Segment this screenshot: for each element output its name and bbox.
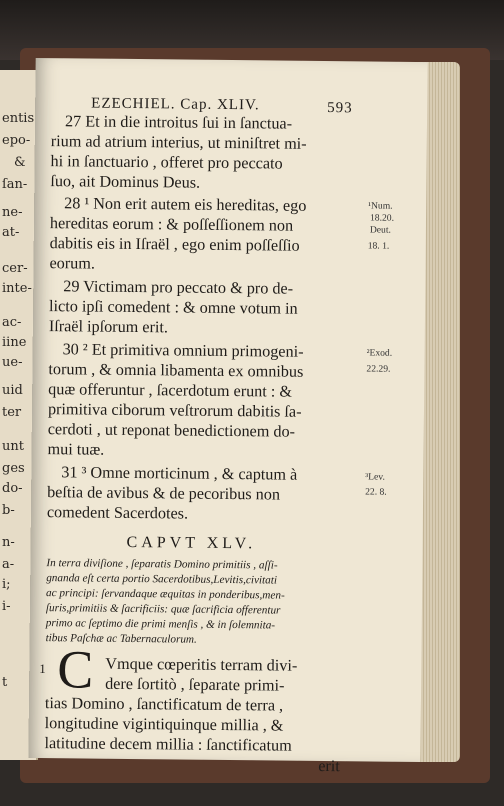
text-line: latitudine decem millia : ſanctificatum xyxy=(44,734,292,755)
margin-reference: 18.20. xyxy=(369,212,395,224)
left-page-fragment: ac- xyxy=(2,315,22,330)
page-number: 593 xyxy=(327,100,353,117)
text-line: tias Domino , ſanctificatum de terra , xyxy=(44,694,284,715)
text-line: 31 ³ Omne morticinum , & captum à xyxy=(61,463,298,484)
left-page-fragment: ter xyxy=(2,405,22,420)
left-page-fragment: iine xyxy=(2,335,27,350)
margin-reference: ¹Num. xyxy=(368,200,393,212)
margin-reference: ²Exod. xyxy=(366,347,393,359)
summary-line: tibus Paſchæ ac Tabernaculorum. xyxy=(45,632,197,646)
right-page xyxy=(28,58,427,776)
margin-reference: Deut. xyxy=(369,224,392,236)
margin-reference: ³Lev. xyxy=(365,471,385,483)
summary-line: ac principi: ſervandaque æquitas in ponderibus,men- xyxy=(46,587,285,602)
summary-line: gnanda eſt certa portio Sacerdotibus,Levitis,civitati xyxy=(46,572,278,587)
verse-number: 1 xyxy=(39,661,46,677)
drop-cap: C xyxy=(56,639,94,700)
left-page-fragment: ne- xyxy=(2,205,23,220)
text-line: quæ offeruntur , ſacerdotum erunt : & xyxy=(48,380,293,401)
left-page-fragment: t xyxy=(2,675,8,690)
summary-line: ſuris,primitiis & ſacrificiis: quæ ſacrificia offerentur xyxy=(45,602,281,617)
left-page-fragment: epo- xyxy=(2,133,31,148)
left-page-fragment: i; xyxy=(2,577,11,592)
left-page-fragment: n- xyxy=(2,535,15,550)
running-header: EZECHIEL. Cap. XLIV. xyxy=(91,95,260,114)
text-line: cerdoti , ut reponat benedictionem do- xyxy=(47,420,296,441)
text-line: Iſraël ipſorum erit. xyxy=(48,317,169,337)
left-page-fragment: ges xyxy=(2,461,25,476)
text-line: hi in ſanctuario , offeret pro peccato xyxy=(50,152,283,173)
left-page-fragment: unt xyxy=(2,439,24,454)
text-line: mui tuæ. xyxy=(47,440,105,459)
text-line: licto ipſi comedent : & omne votum in xyxy=(48,297,298,318)
chapter-heading: CAPVT XLV. xyxy=(126,533,257,553)
text-line: torum , & omnia libamenta ex omnibus xyxy=(48,360,304,381)
left-page-fragment: i- xyxy=(2,599,11,614)
text-line: longitudine vigintiquinque millia , & xyxy=(44,714,284,735)
left-page-fragment: b- xyxy=(2,503,15,518)
text-line: dere ſortitò , ſeparate primi- xyxy=(105,674,285,695)
left-page-fragment: entis xyxy=(2,111,35,126)
text-line: beſtia de avibus & de pecoribus non xyxy=(47,483,281,504)
text-line: dabitis eis in Iſraël , ego enim poſſeſſio xyxy=(49,234,300,255)
text-line: 27 Et in die introitus ſui in ſanctua- xyxy=(64,112,293,133)
left-page-fragment: inte- xyxy=(2,281,32,296)
text-line: Vmque cœperitis terram divi- xyxy=(105,654,298,675)
left-page-fragment: ue- xyxy=(2,355,23,370)
text-line: 30 ² Et primitiva omnium primogeni- xyxy=(62,340,304,361)
text-line: comedent Sacerdotes. xyxy=(46,503,189,523)
text-line: hereditas eorum : & poſſeſſionem non xyxy=(49,214,294,235)
catchword: erit xyxy=(318,756,340,776)
summary-line: In terra diviſione , ſeparatis Domino primitiis , aſſi- xyxy=(46,557,278,572)
text-line: eorum. xyxy=(49,254,96,273)
margin-reference: 22. 8. xyxy=(365,486,387,498)
left-page-fragment: uid xyxy=(2,383,23,398)
left-page-fragment: a- xyxy=(2,557,15,572)
left-page-fragment: ſan- xyxy=(2,177,28,192)
margin-reference: 22.29. xyxy=(366,363,391,375)
text-line: primitiva ciborum veſtrorum dabitis ſa- xyxy=(47,400,302,421)
text-line: 29 Victimam pro peccato & pro de- xyxy=(63,277,294,298)
text-line: 28 ¹ Non erit autem eis hereditas, ego xyxy=(64,194,307,215)
left-page-fragment: at- xyxy=(2,225,20,240)
left-page-fragment: & xyxy=(14,155,26,170)
summary-line: primo ac ſeptimo die primi menſis , & in ſolemnita- xyxy=(45,617,276,632)
left-page-fragment: do- xyxy=(2,481,23,496)
left-page-fragment: cer- xyxy=(2,261,28,276)
text-line: ſuo, ait Dominus Deus. xyxy=(50,172,201,192)
margin-reference: 18. 1. xyxy=(367,240,390,252)
text-line: rium ad atrium interius, ut miniſtret mi- xyxy=(50,132,307,153)
